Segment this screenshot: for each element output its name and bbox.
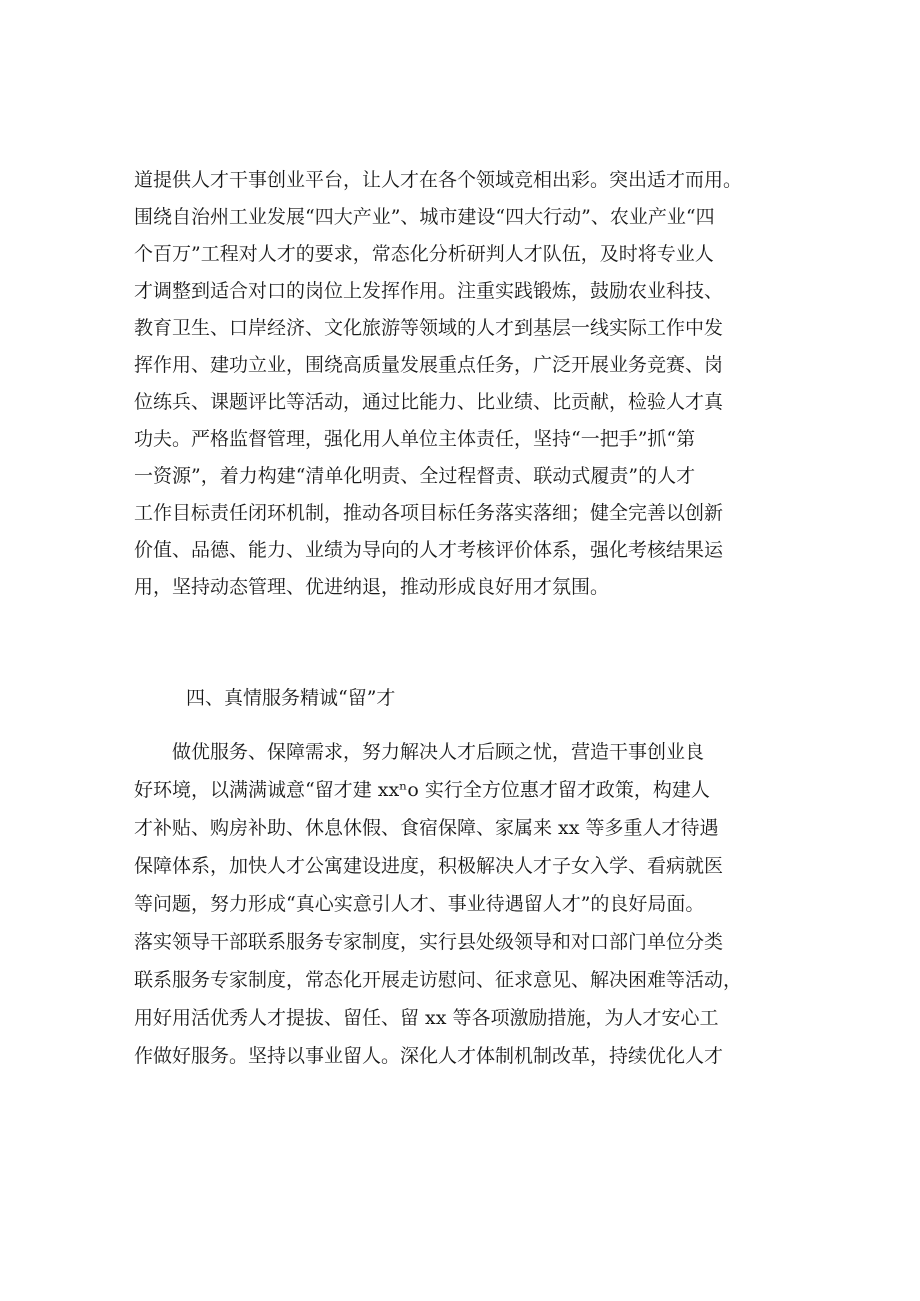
paragraph-line: 道提供人才干事创业平台，让人才在各个领域竞相出彩。突出适才而用。	[134, 169, 743, 191]
paragraph-line: 联系服务专家制度，常态化开展走访慰问、征求意见、解决困难等活动，	[134, 969, 743, 991]
paragraph-line: 用，坚持动态管理、优进纳退，推动形成良好用才氛围。	[134, 576, 610, 598]
paragraph-line: 用好用活优秀人才提拔、留任、留 xx 等各项激励措施，为人才安心工	[134, 1007, 719, 1029]
paragraph-line: 保障体系，加快人才公寓建设进度，积极解决人才子女入学、看病就医	[134, 855, 724, 877]
paragraph-line: 做优服务、保障需求，努力解决人才后顾之忧，营造干事创业良	[172, 741, 705, 763]
section-heading-text: 四、真情服务精诚“留”才	[186, 687, 396, 709]
paragraph-line: 等问题，努力形成“真心实意引人才、事业待遇留人才”的良好局面。	[134, 893, 705, 915]
paragraph-line: 位练兵、课题评比等活动，通过比能力、比业绩、比贡献，检验人才真	[134, 391, 724, 413]
paragraph-line: 作做好服务。坚持以事业留人。深化人才体制机制改革，持续优化人才	[134, 1045, 724, 1067]
paragraph-line: 工作目标责任闭环机制，推动各项目标任务落实落细；健全完善以创新	[134, 502, 724, 524]
paragraph-line: 挥作用、建功立业，围绕高质量发展重点任务，广泛开展业务竞赛、岗	[134, 354, 724, 376]
paragraph-line: 一资源”，着力构建“清单化明责、全过程督责、联动式履责”的人才	[134, 465, 696, 487]
paragraph-line: 个百万”工程对人才的要求，常态化分析研判人才队伍，及时将专业人	[134, 243, 714, 265]
paragraph-line: 围绕自治州工业发展“四大产业”、城市建设“四大行动”、农业产业“四	[134, 206, 715, 228]
paragraph-line: 才补贴、购房补助、休息休假、食宿保障、家属来 xx 等多重人才待遇	[134, 817, 719, 839]
paragraph-line: 教育卫生、口岸经济、文化旅游等领域的人才到基层一线实际工作中发	[134, 317, 724, 339]
paragraph-line: 落实领导干部联系服务专家制度，实行县处级领导和对口部门单位分类	[134, 931, 724, 953]
paragraph-line: 才调整到适合对口的岗位上发挥作用。注重实践锻炼，鼓励农业科技、	[134, 280, 724, 302]
paragraph-line: 价值、品德、能力、业绩为导向的人才考核评价体系，强化考核结果运	[134, 539, 724, 561]
paragraph-line: 好环境，以满满诚意“留才建 xxⁿo 实行全方位惠才留才政策，构建人	[134, 779, 710, 801]
paragraph-line: 功夫。严格监督管理，强化用人单位主体责任，坚持“一把手”抓“第	[134, 428, 696, 450]
